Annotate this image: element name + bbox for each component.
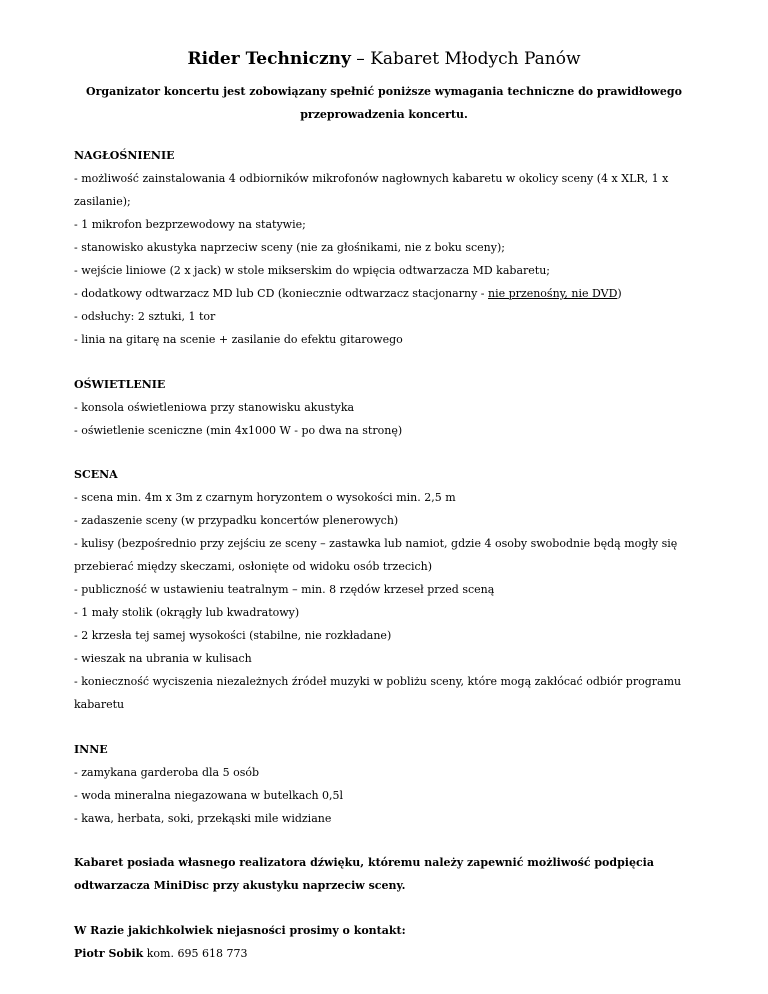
document-title <box>74 48 694 70</box>
list-item: kabaretu <box>74 698 125 711</box>
underlined-note: nie przenośny, nie DVD <box>488 287 618 300</box>
contact-line <box>74 942 247 965</box>
list-item <box>74 282 622 305</box>
intro-line-1: Organizator koncertu jest zobowiązany spełnić poniższe wymagania techniczne do prawidłowego <box>86 85 682 98</box>
list-item: - stanowisko akustyka naprzeciw sceny (nie za głośnikami, nie z boku sceny); <box>74 241 505 254</box>
list-item: - zamykana garderoba dla 5 osób <box>74 766 260 779</box>
list-item: zasilanie); <box>74 195 131 208</box>
list-item: - scena min. 4m x 3m z czarnym horyzontem o wysokości min. 2,5 m <box>74 491 456 504</box>
list-item: przebierać między skeczami, osłonięte od widoku osób trzecich) <box>74 560 433 573</box>
list-item-text: - dodatkowy odtwarzacz MD lub CD (koniecznie odtwarzacz stacjonarny - <box>74 287 488 300</box>
list-item: - oświetlenie sceniczne (min 4x1000 W - po dwa na stronę) <box>74 424 403 437</box>
list-item: - wejście liniowe (2 x jack) w stole mikserskim do wpięcia odtwarzacza MD kabaretu; <box>74 264 550 277</box>
list-item: - zadaszenie sceny (w przypadku koncertów plenerowych) <box>74 514 399 527</box>
note-line-1: Kabaret posiada własnego realizatora dźwięku, któremu należy zapewnić możliwość podpięcia <box>74 856 654 869</box>
section-heading-naglosnienie: NAGŁOŚNIENIE <box>74 149 175 162</box>
list-item: - możliwość zainstalowania 4 odbiorników mikrofonów nagłownych kabaretu w okolicy sceny (4 x XLR, 1 x <box>74 172 669 185</box>
list-item: - wieszak na ubrania w kulisach <box>74 652 252 665</box>
title-rest: – Kabaret Młodych Panów <box>350 49 581 69</box>
list-item: - 1 mikrofon bezprzewodowy na statywie; <box>74 218 306 231</box>
list-item: - woda mineralna niegazowana w butelkach 0,5l <box>74 789 344 802</box>
list-item: - konsola oświetleniowa przy stanowisku akustyka <box>74 401 355 414</box>
list-item: - kulisy (bezpośrednio przy zejściu ze sceny – zastawka lub namiot, gdzie 4 osoby swobodnie będą mogły się <box>74 537 678 550</box>
contact-phone: kom. 695 618 773 <box>143 947 248 960</box>
list-item: - publiczność w ustawieniu teatralnym – min. 8 rzędów krzeseł przed sceną <box>74 583 495 596</box>
intro-line-2: przeprowadzenia koncertu. <box>300 108 468 121</box>
list-item: - kawa, herbata, soki, przekąski mile widziane <box>74 812 332 825</box>
closing-paren: ) <box>617 287 622 300</box>
section-heading-inne: INNE <box>74 743 108 756</box>
list-item: - konieczność wyciszenia niezależnych źródeł muzyki w pobliżu sceny, które mogą zakłócać odbiór programu <box>74 675 682 688</box>
section-heading-oswietlenie: OŚWIETLENIE <box>74 378 166 391</box>
contact-name: Piotr Sobik <box>74 947 144 960</box>
intro-paragraph <box>74 80 694 126</box>
list-item: - linia na gitarę na scenie + zasilanie do efektu gitarowego <box>74 333 403 346</box>
title-bold: Rider Techniczny <box>187 49 351 69</box>
note-line-2: odtwarzacza MiniDisc przy akustyku naprzeciw sceny. <box>74 879 406 892</box>
list-item: - 2 krzesła tej samej wysokości (stabilne, nie rozkładane) <box>74 629 392 642</box>
contact-prompt: W Razie jakichkolwiek niejasności prosimy o kontakt: <box>74 924 406 937</box>
section-heading-scena: SCENA <box>74 468 118 481</box>
list-item: - 1 mały stolik (okrągły lub kwadratowy) <box>74 606 300 619</box>
list-item: - odsłuchy: 2 sztuki, 1 tor <box>74 310 216 323</box>
